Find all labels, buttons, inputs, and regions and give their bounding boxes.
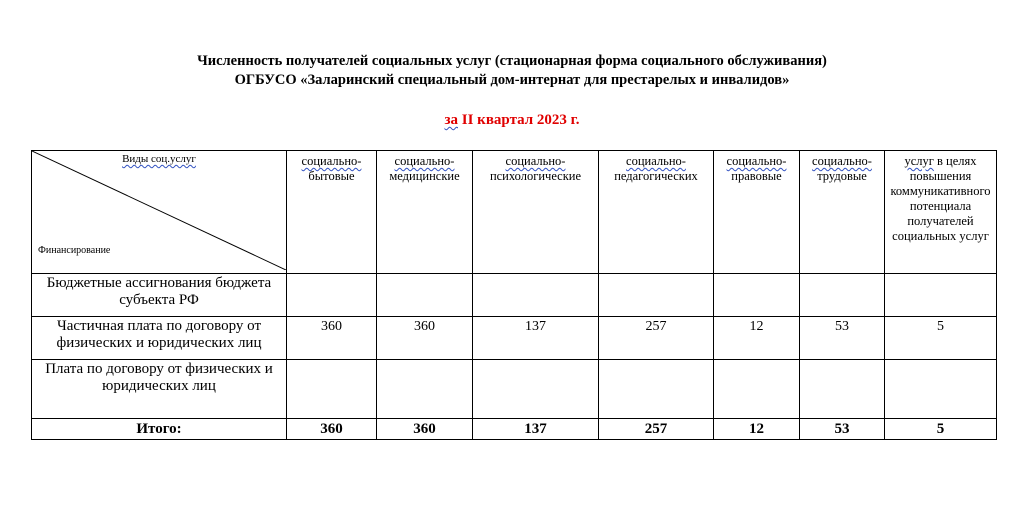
total-cell: 257 (599, 419, 714, 440)
table-cell (800, 274, 885, 317)
total-row (32, 419, 997, 440)
col-header-labor: социально- трудовые (800, 151, 885, 274)
corner-cell (32, 151, 287, 274)
total-cell: 360 (377, 419, 473, 440)
corner-top-label: Виды соц.услуг (122, 153, 196, 165)
table-cell (885, 274, 997, 317)
row-label: Плата по договору от физических и юридических лиц (32, 360, 287, 419)
total-label: Итого: (32, 419, 287, 440)
document-title (0, 52, 1024, 90)
table-row (32, 274, 997, 317)
total-cell: 5 (885, 419, 997, 440)
col-header-medical: социально- медицинские (377, 151, 473, 274)
table-cell (599, 360, 714, 419)
table-cell (287, 274, 377, 317)
table-cell (599, 274, 714, 317)
recipients-table (31, 150, 997, 440)
total-cell: 53 (800, 419, 885, 440)
header-row (32, 151, 997, 274)
table-cell (800, 360, 885, 419)
row-label: Бюджетные ассигнования бюджета субъекта РФ (32, 274, 287, 317)
col-header-psychological: социально- психологические (473, 151, 599, 274)
title-line-1: Численность получателей социальных услуг (стационарная форма социального обслуживания) (197, 53, 827, 69)
title-line-2: ОГБУСО «Заларинский специальный дом-интернат для престарелых и инвалидов» (234, 72, 790, 88)
table-cell: 53 (800, 317, 885, 360)
table-cell (714, 274, 800, 317)
table-row (32, 317, 997, 360)
total-cell: 360 (287, 419, 377, 440)
table-cell (377, 274, 473, 317)
col-header-household: социально- бытовые (287, 151, 377, 274)
row-label: Частичная плата по договору от физических и юридических лиц (32, 317, 287, 360)
period-text: II квартал 2023 г. (458, 112, 580, 128)
table-cell (287, 360, 377, 419)
table-cell (714, 360, 800, 419)
period-heading (0, 112, 1024, 129)
total-cell: 137 (473, 419, 599, 440)
col-header-pedagogical: социально- педагогических (599, 151, 714, 274)
total-cell: 12 (714, 419, 800, 440)
table-cell: 360 (377, 317, 473, 360)
table-cell: 5 (885, 317, 997, 360)
table-cell (473, 360, 599, 419)
table-cell (377, 360, 473, 419)
table-cell: 257 (599, 317, 714, 360)
table-cell (473, 274, 599, 317)
table-cell: 360 (287, 317, 377, 360)
table-row (32, 360, 997, 419)
table-cell: 137 (473, 317, 599, 360)
col-header-communication: услуг в целях повышения коммуникативного потенциала получателей социальных услуг (885, 151, 997, 274)
col-header-legal: социально- правовые (714, 151, 800, 274)
corner-bottom-label: Финансирование (38, 245, 111, 256)
table-cell: 12 (714, 317, 800, 360)
table-cell (885, 360, 997, 419)
period-prefix: за (444, 112, 458, 128)
